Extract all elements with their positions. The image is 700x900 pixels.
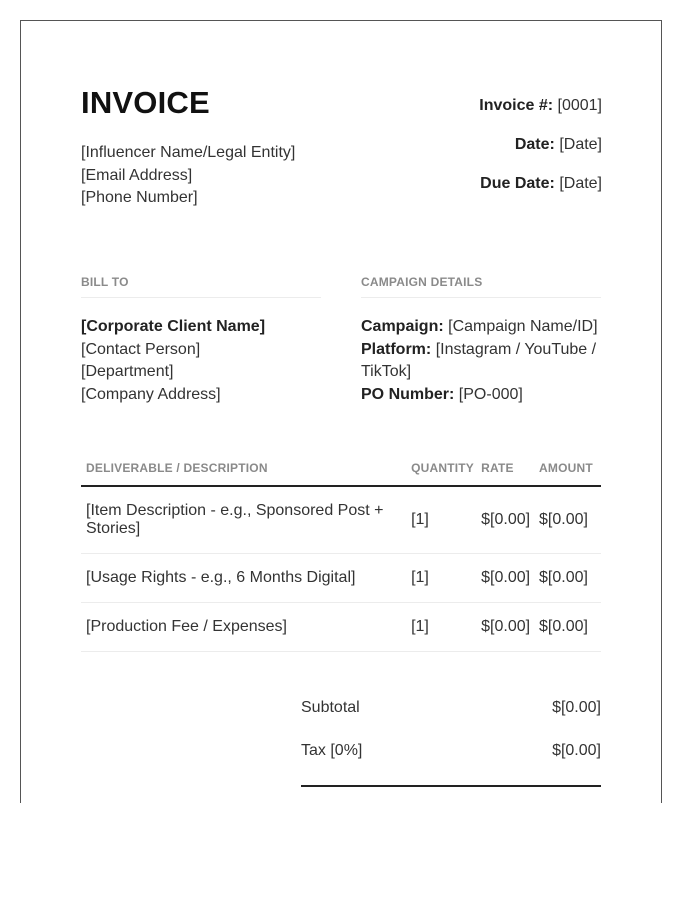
po-number-value: [PO-000]: [458, 385, 523, 403]
sender-phone: [Phone Number]: [81, 189, 198, 206]
item-amount: $[0.00]: [539, 486, 601, 554]
totals-section: [301, 699, 601, 787]
due-date-value: [Date]: [559, 175, 602, 192]
item-quantity: [1]: [411, 603, 481, 652]
client-name: [Corporate Client Name]: [81, 318, 266, 335]
item-amount: $[0.00]: [539, 603, 601, 652]
header-amount: AMOUNT: [539, 461, 601, 486]
line-items-table: [81, 461, 601, 652]
item-rate: $[0.00]: [481, 554, 539, 603]
item-description: [Usage Rights - e.g., 6 Months Digital]: [86, 569, 356, 586]
subtotal-value: $[0.00]: [552, 699, 601, 716]
tax-value: $[0.00]: [552, 742, 601, 759]
campaign-value: [Campaign Name/ID]: [448, 318, 598, 335]
invoice-date-value: [Date]: [559, 136, 602, 153]
due-date-label: Due Date:: [480, 175, 555, 192]
sender-email: [Email Address]: [81, 166, 193, 184]
item-description: [Production Fee / Expenses]: [86, 618, 287, 635]
item-quantity: [1]: [411, 486, 481, 554]
platform-value: [Instagram / YouTube / TikTok]: [361, 340, 597, 380]
table-row: [81, 554, 601, 603]
table-header-row: [81, 461, 601, 486]
platform-label: Platform:: [361, 340, 432, 358]
client-department: [Department]: [81, 363, 174, 380]
platform-row: [361, 339, 601, 384]
due-date-row: [479, 175, 602, 214]
item-amount: $[0.00]: [539, 554, 601, 603]
table-row: [81, 603, 601, 652]
header-description: DELIVERABLE / DESCRIPTION: [81, 461, 411, 486]
campaign-row: [361, 316, 601, 339]
invoice-title: INVOICE: [81, 85, 210, 120]
tax-row: [301, 742, 601, 785]
sender-name: [Influencer Name/Legal Entity]: [81, 144, 296, 161]
item-rate: $[0.00]: [481, 603, 539, 652]
invoice-number-label: Invoice #:: [479, 97, 554, 114]
subtotal-row: [301, 699, 601, 742]
bill-to-section: [81, 275, 321, 406]
header-quantity: QUANTITY: [411, 461, 481, 486]
campaign-details-section: [361, 275, 601, 406]
invoice-page: [20, 20, 662, 803]
po-number-row: [361, 384, 601, 407]
invoice-meta: [479, 97, 602, 214]
subtotal-label: Subtotal: [301, 699, 360, 716]
campaign-label: Campaign:: [361, 318, 444, 335]
invoice-number-row: [479, 97, 602, 136]
header-rate: RATE: [481, 461, 539, 486]
invoice-number-value: [0001]: [557, 97, 602, 114]
bill-to-heading: BILL TO: [81, 275, 321, 298]
sender-info: [81, 142, 295, 210]
po-number-label: PO Number:: [361, 385, 455, 403]
client-address: [Company Address]: [81, 385, 221, 403]
item-rate: $[0.00]: [481, 486, 539, 554]
item-description: [Item Description - e.g., Sponsored Post + Stories]: [86, 502, 384, 537]
campaign-details-heading: CAMPAIGN DETAILS: [361, 275, 601, 298]
invoice-date-label: Date:: [514, 136, 555, 153]
tax-label: Tax [0%]: [301, 742, 363, 759]
item-quantity: [1]: [411, 554, 481, 603]
invoice-date-row: [479, 136, 602, 175]
contact-person: [Contact Person]: [81, 340, 201, 358]
table-row: [81, 486, 601, 554]
total-divider: [301, 785, 601, 787]
